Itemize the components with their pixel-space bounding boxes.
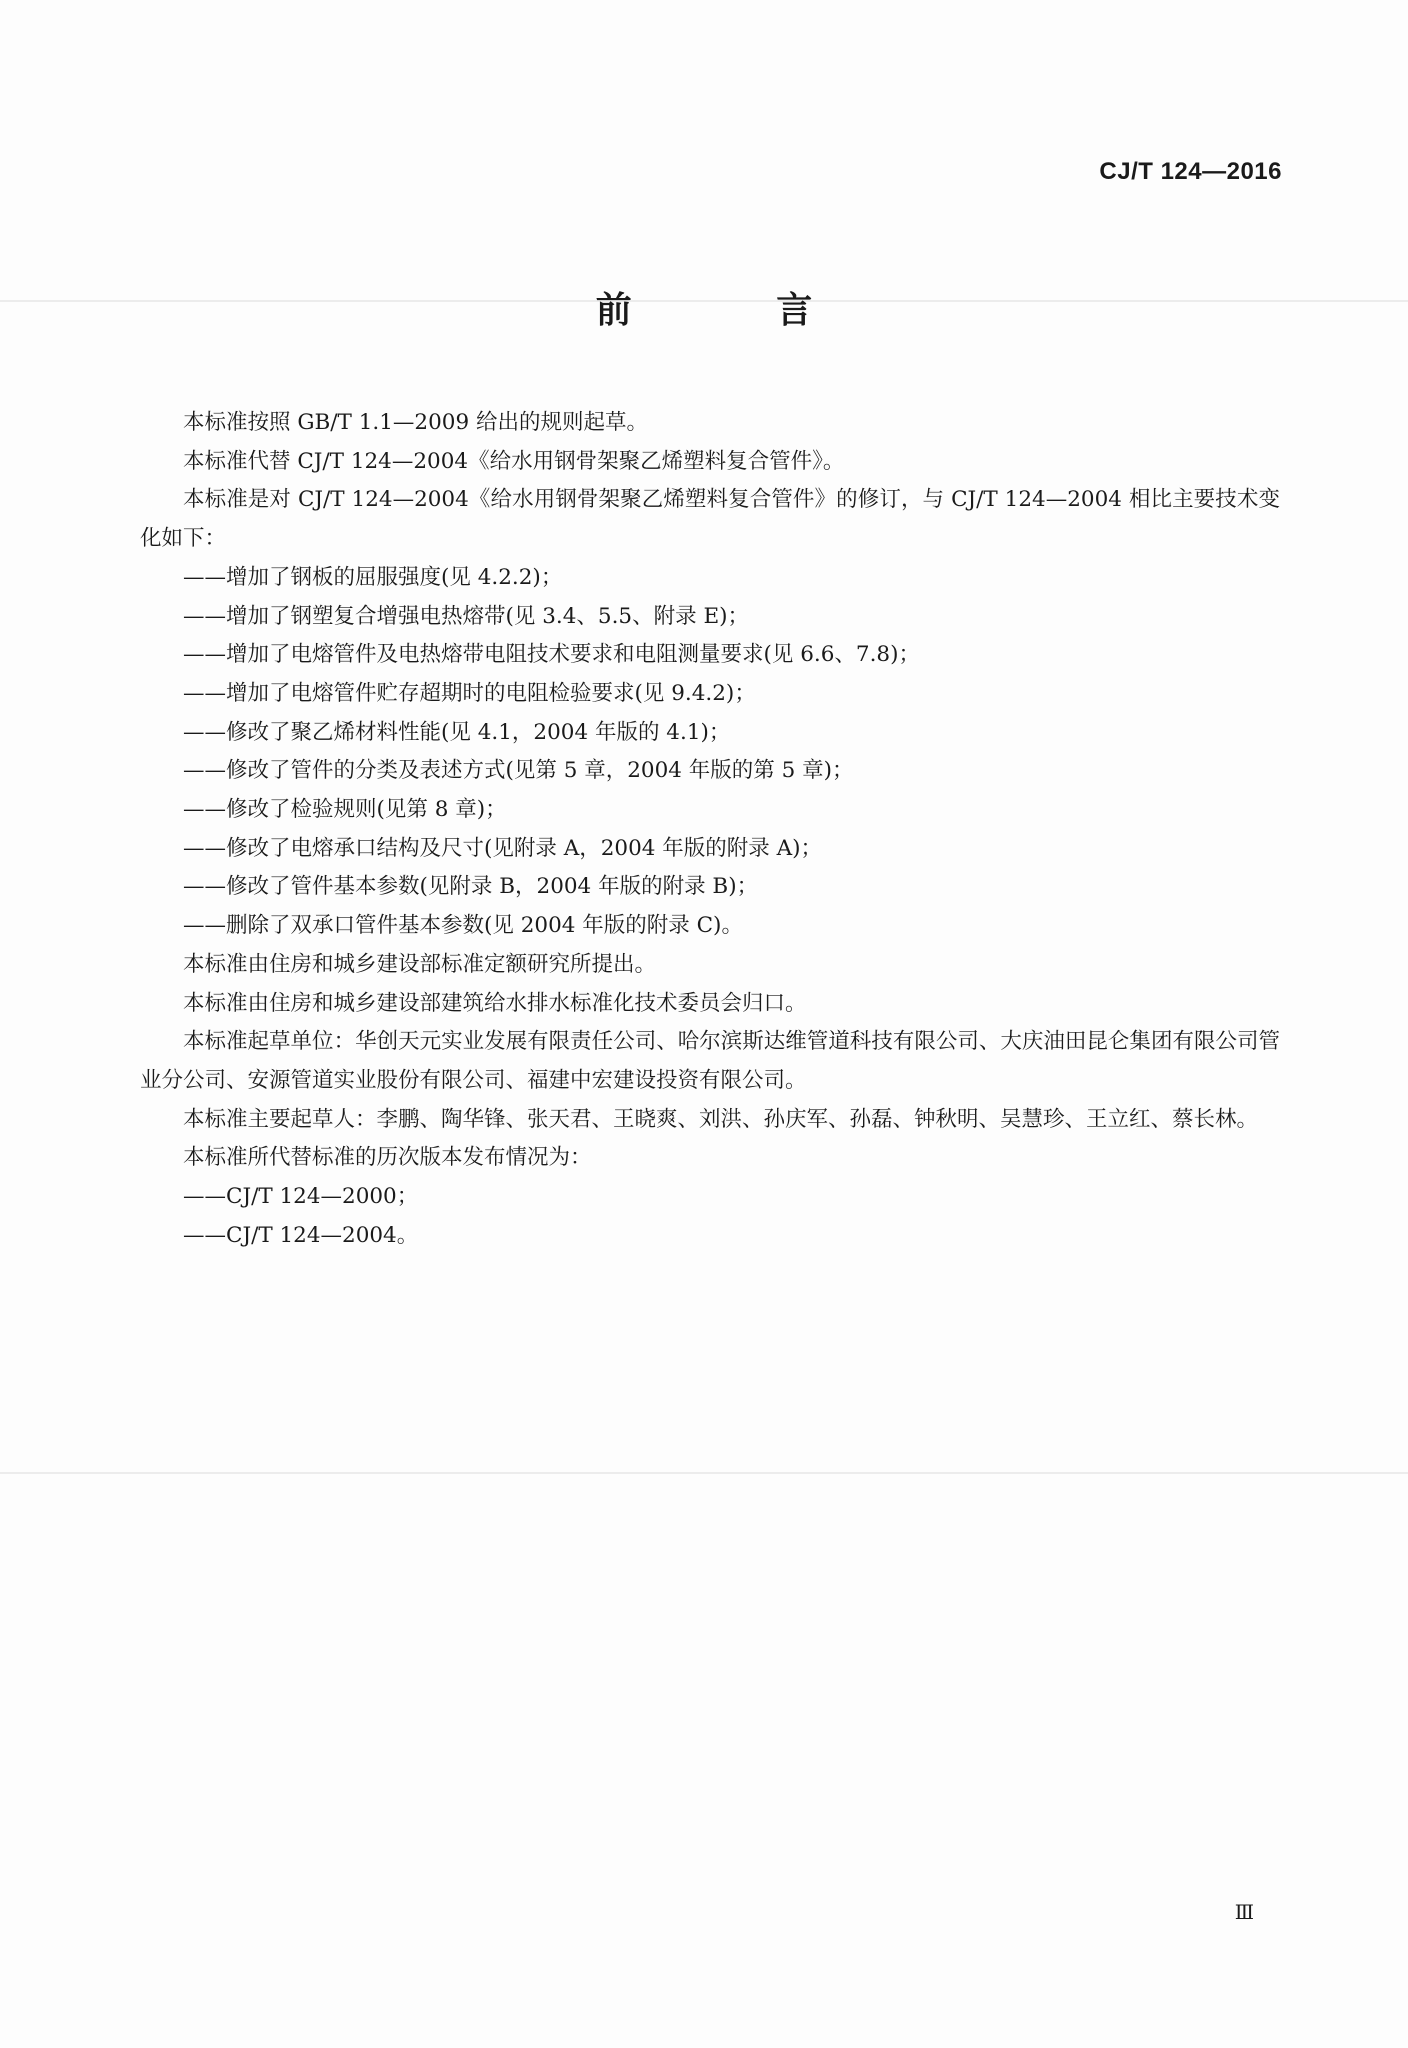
change-item: ——删除了双承口管件基本参数(见 2004 年版的附录 C)。 (183, 913, 743, 939)
paragraph: 本标准代替 CJ/T 124—2004《给水用钢骨架聚乙烯塑料复合管件》。 (183, 448, 845, 474)
version-item: ——CJ/T 124—2004。 (183, 1222, 419, 1248)
change-item: ——修改了管件基本参数(见附录 B，2004 年版的附录 B)； (183, 874, 759, 900)
scan-artifact-line (0, 1472, 1408, 1474)
change-item: ——修改了检验规则(见第 8 章)； (183, 797, 507, 823)
foreword-body (140, 404, 1280, 1255)
paragraph: 本标准起草单位：华创天元实业发展有限责任公司、哈尔滨斯达维管道科技有限公司、大庆油田昆仑集团有限公司管业分公司、安源管道实业股份有限公司、福建中宏建设投资有限公司。 (140, 1029, 1280, 1093)
change-item: ——增加了钢塑复合增强电热熔带(见 3.4、5.5、附录 E)； (183, 603, 750, 629)
change-item: ——增加了钢板的屈服强度(见 4.2.2)； (183, 564, 563, 590)
version-item: ——CJ/T 124—2000； (183, 1184, 419, 1210)
change-item: ——修改了管件的分类及表述方式(见第 5 章，2004 年版的第 5 章)； (183, 758, 854, 784)
page-title: 前 言 (595, 290, 879, 331)
page-number: Ⅲ (1234, 1900, 1254, 1924)
paragraph: 本标准是对 CJ/T 124—2004《给水用钢骨架聚乙烯塑料复合管件》的修订，与 CJ/T 124—2004 相比主要技术变化如下： (140, 487, 1280, 552)
paragraph: 本标准所代替标准的历次版本发布情况为： (183, 1145, 592, 1171)
paragraph: 本标准主要起草人：李鹏、陶华锋、张天君、王晓爽、刘洪、孙庆军、孙磊、钟秋明、吴慧珍、王立红、蔡长林。 (183, 1106, 1259, 1132)
change-item: ——修改了电熔承口结构及尺寸(见附录 A，2004 年版的附录 A)； (183, 835, 823, 861)
change-item: ——增加了电熔管件及电热熔带电阻技术要求和电阻测量要求(见 6.6、7.8)； (183, 642, 920, 668)
paragraph: 本标准按照 GB/T 1.1—2009 给出的规则起草。 (183, 410, 648, 435)
standard-code: CJ/T 124—2016 (1099, 158, 1282, 185)
paragraph: 本标准由住房和城乡建设部建筑给水排水标准化技术委员会归口。 (183, 990, 807, 1016)
paragraph: 本标准由住房和城乡建设部标准定额研究所提出。 (183, 951, 657, 977)
change-item: ——增加了电熔管件贮存超期时的电阻检验要求(见 9.4.2)； (183, 680, 756, 706)
change-item: ——修改了聚乙烯材料性能(见 4.1，2004 年版的 4.1)； (183, 719, 731, 745)
